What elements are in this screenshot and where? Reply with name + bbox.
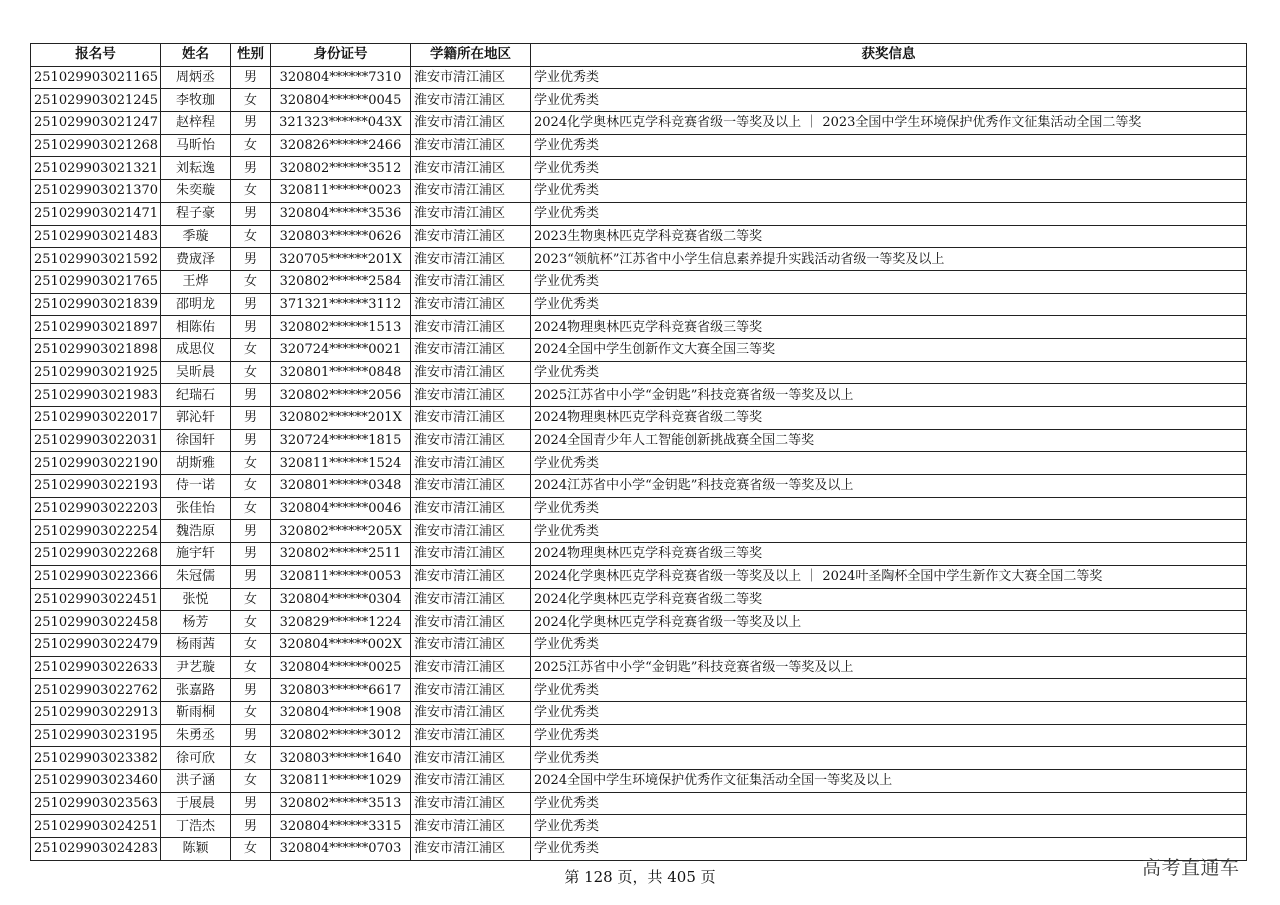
id-card-cell: 320829******1224 — [271, 611, 411, 634]
gender-cell: 女 — [231, 180, 271, 203]
award-cell: 2025江苏省中小学“金钥匙”科技竞赛省级一等奖及以上 — [531, 384, 1247, 407]
id-card-cell: 320724******0021 — [271, 338, 411, 361]
registration-number-cell: 251029903021165 — [31, 66, 161, 89]
name-cell: 吴昕晨 — [161, 361, 231, 384]
award-cell: 学业优秀类 — [531, 270, 1247, 293]
id-card-cell: 320811******1029 — [271, 770, 411, 793]
gender-cell: 女 — [231, 611, 271, 634]
award-cell: 2024物理奥林匹克学科竞赛省级二等奖 — [531, 407, 1247, 430]
name-cell: 杨雨茜 — [161, 633, 231, 656]
award-cell: 学业优秀类 — [531, 361, 1247, 384]
header-name: 姓名 — [161, 44, 231, 67]
registration-number-cell: 251029903022190 — [31, 452, 161, 475]
award-cell: 学业优秀类 — [531, 747, 1247, 770]
award-cell: 学业优秀类 — [531, 792, 1247, 815]
name-cell: 成思仪 — [161, 338, 231, 361]
registration-number-cell: 251029903024251 — [31, 815, 161, 838]
table-row — [31, 770, 1247, 793]
award-cell: 学业优秀类 — [531, 452, 1247, 475]
award-cell: 2024全国青少年人工智能创新挑战赛全国二等奖 — [531, 429, 1247, 452]
registration-number-cell: 251029903022458 — [31, 611, 161, 634]
gender-cell: 男 — [231, 543, 271, 566]
table-row — [31, 747, 1247, 770]
name-cell: 郭沁轩 — [161, 407, 231, 430]
header-registration-number: 报名号 — [31, 44, 161, 67]
region-cell: 淮安市清江浦区 — [411, 316, 531, 339]
award-cell: 2024物理奥林匹克学科竞赛省级三等奖 — [531, 316, 1247, 339]
region-cell: 淮安市清江浦区 — [411, 225, 531, 248]
region-cell: 淮安市清江浦区 — [411, 588, 531, 611]
name-cell: 张佳怡 — [161, 497, 231, 520]
id-card-cell: 320804******0703 — [271, 838, 411, 861]
region-cell: 淮安市清江浦区 — [411, 180, 531, 203]
table-row — [31, 497, 1247, 520]
table-row — [31, 452, 1247, 475]
id-card-cell: 320811******1524 — [271, 452, 411, 475]
name-cell: 李牧珈 — [161, 89, 231, 112]
award-cell: 学业优秀类 — [531, 815, 1247, 838]
registration-number-cell: 251029903021268 — [31, 134, 161, 157]
id-card-cell: 320801******0348 — [271, 475, 411, 498]
registration-number-cell: 251029903021592 — [31, 248, 161, 271]
award-cell: 学业优秀类 — [531, 157, 1247, 180]
name-cell: 邵明龙 — [161, 293, 231, 316]
registration-number-cell: 251029903021483 — [31, 225, 161, 248]
id-card-cell: 320804******002X — [271, 633, 411, 656]
award-cell: 2023生物奥林匹克学科竞赛省级二等奖 — [531, 225, 1247, 248]
region-cell: 淮安市清江浦区 — [411, 361, 531, 384]
id-card-cell: 320804******0304 — [271, 588, 411, 611]
name-cell: 施宇轩 — [161, 543, 231, 566]
gender-cell: 男 — [231, 316, 271, 339]
region-cell: 淮安市清江浦区 — [411, 656, 531, 679]
region-cell: 淮安市清江浦区 — [411, 338, 531, 361]
table-row — [31, 112, 1247, 135]
id-card-cell: 320802******201X — [271, 407, 411, 430]
gender-cell: 男 — [231, 248, 271, 271]
registration-number-cell: 251029903021925 — [31, 361, 161, 384]
name-cell: 朱奕璇 — [161, 180, 231, 203]
gender-cell: 男 — [231, 565, 271, 588]
award-cell: 2024化学奥林匹克学科竞赛省级一等奖及以上 — [531, 611, 1247, 634]
award-cell: 学业优秀类 — [531, 838, 1247, 861]
id-card-cell: 320802******1513 — [271, 316, 411, 339]
region-cell: 淮安市清江浦区 — [411, 248, 531, 271]
gender-cell: 女 — [231, 270, 271, 293]
award-cell: 学业优秀类 — [531, 633, 1247, 656]
gender-cell: 女 — [231, 588, 271, 611]
region-cell: 淮安市清江浦区 — [411, 112, 531, 135]
region-cell: 淮安市清江浦区 — [411, 134, 531, 157]
registration-number-cell: 251029903021983 — [31, 384, 161, 407]
name-cell: 季璇 — [161, 225, 231, 248]
id-card-cell: 320803******0626 — [271, 225, 411, 248]
award-cell: 2024江苏省中小学“金钥匙”科技竞赛省级一等奖及以上 — [531, 475, 1247, 498]
registration-number-cell: 251029903022451 — [31, 588, 161, 611]
registration-number-cell: 251029903022366 — [31, 565, 161, 588]
id-card-cell: 320802******3512 — [271, 157, 411, 180]
region-cell: 淮安市清江浦区 — [411, 565, 531, 588]
gender-cell: 男 — [231, 202, 271, 225]
table-row — [31, 724, 1247, 747]
region-cell: 淮安市清江浦区 — [411, 270, 531, 293]
award-cell: 学业优秀类 — [531, 89, 1247, 112]
id-card-cell: 320804******3536 — [271, 202, 411, 225]
id-card-cell: 320804******1908 — [271, 701, 411, 724]
region-cell: 淮安市清江浦区 — [411, 497, 531, 520]
table-row — [31, 611, 1247, 634]
name-cell: 程子豪 — [161, 202, 231, 225]
region-cell: 淮安市清江浦区 — [411, 475, 531, 498]
gender-cell: 男 — [231, 66, 271, 89]
id-card-cell: 320802******3012 — [271, 724, 411, 747]
award-cell: 2024化学奥林匹克学科竞赛省级一等奖及以上 ｜ 2023全国中学生环境保护优秀作文征集活动全国二等奖 — [531, 112, 1247, 135]
gender-cell: 女 — [231, 134, 271, 157]
registration-number-cell: 251029903021245 — [31, 89, 161, 112]
registration-number-cell: 251029903022193 — [31, 475, 161, 498]
header-region: 学籍所在地区 — [411, 44, 531, 67]
registration-number-cell: 251029903022254 — [31, 520, 161, 543]
award-cell: 2023“领航杯”江苏省中小学生信息素养提升实践活动省级一等奖及以上 — [531, 248, 1247, 271]
region-cell: 淮安市清江浦区 — [411, 202, 531, 225]
gender-cell: 女 — [231, 633, 271, 656]
name-cell: 洪子涵 — [161, 770, 231, 793]
gender-cell: 男 — [231, 112, 271, 135]
region-cell: 淮安市清江浦区 — [411, 679, 531, 702]
registration-number-cell: 251029903022017 — [31, 407, 161, 430]
region-cell: 淮安市清江浦区 — [411, 89, 531, 112]
table-row — [31, 316, 1247, 339]
id-card-cell: 321323******043X — [271, 112, 411, 135]
name-cell: 朱勇丞 — [161, 724, 231, 747]
region-cell: 淮安市清江浦区 — [411, 792, 531, 815]
registration-number-cell: 251029903021898 — [31, 338, 161, 361]
gender-cell: 女 — [231, 452, 271, 475]
name-cell: 马昕怡 — [161, 134, 231, 157]
id-card-cell: 320705******201X — [271, 248, 411, 271]
id-card-cell: 320724******1815 — [271, 429, 411, 452]
name-cell: 徐可欣 — [161, 747, 231, 770]
id-card-cell: 320802******2056 — [271, 384, 411, 407]
award-cell: 学业优秀类 — [531, 679, 1247, 702]
region-cell: 淮安市清江浦区 — [411, 452, 531, 475]
region-cell: 淮安市清江浦区 — [411, 701, 531, 724]
region-cell: 淮安市清江浦区 — [411, 838, 531, 861]
table-row — [31, 407, 1247, 430]
registration-number-cell: 251029903021765 — [31, 270, 161, 293]
table-row — [31, 384, 1247, 407]
gender-cell: 女 — [231, 89, 271, 112]
name-cell: 陈颖 — [161, 838, 231, 861]
gender-cell: 女 — [231, 701, 271, 724]
table-row — [31, 633, 1247, 656]
registration-number-cell: 251029903023563 — [31, 792, 161, 815]
table-row — [31, 338, 1247, 361]
award-cell: 学业优秀类 — [531, 293, 1247, 316]
gender-cell: 女 — [231, 361, 271, 384]
region-cell: 淮安市清江浦区 — [411, 520, 531, 543]
name-cell: 侍一诺 — [161, 475, 231, 498]
id-card-cell: 320804******0046 — [271, 497, 411, 520]
name-cell: 徐国轩 — [161, 429, 231, 452]
region-cell: 淮安市清江浦区 — [411, 770, 531, 793]
registration-number-cell: 251029903023460 — [31, 770, 161, 793]
award-cell: 学业优秀类 — [531, 180, 1247, 203]
name-cell: 杨芳 — [161, 611, 231, 634]
name-cell: 张嘉路 — [161, 679, 231, 702]
id-card-cell: 320811******0023 — [271, 180, 411, 203]
name-cell: 刘耘逸 — [161, 157, 231, 180]
table-row — [31, 475, 1247, 498]
gender-cell: 男 — [231, 407, 271, 430]
table-row — [31, 679, 1247, 702]
award-cell: 2025江苏省中小学“金钥匙”科技竞赛省级一等奖及以上 — [531, 656, 1247, 679]
gender-cell: 女 — [231, 497, 271, 520]
table-row — [31, 293, 1247, 316]
table-row — [31, 180, 1247, 203]
award-cell: 学业优秀类 — [531, 724, 1247, 747]
region-cell: 淮安市清江浦区 — [411, 429, 531, 452]
gender-cell: 男 — [231, 157, 271, 180]
gender-cell: 男 — [231, 792, 271, 815]
name-cell: 于展晨 — [161, 792, 231, 815]
registration-number-cell: 251029903021370 — [31, 180, 161, 203]
id-card-cell: 320802******3513 — [271, 792, 411, 815]
gender-cell: 女 — [231, 475, 271, 498]
name-cell: 靳雨桐 — [161, 701, 231, 724]
id-card-cell: 320811******0053 — [271, 565, 411, 588]
region-cell: 淮安市清江浦区 — [411, 293, 531, 316]
award-cell: 学业优秀类 — [531, 202, 1247, 225]
header-gender: 性别 — [231, 44, 271, 67]
table-header — [31, 44, 1247, 67]
table-row — [31, 429, 1247, 452]
award-cell: 学业优秀类 — [531, 520, 1247, 543]
registration-number-cell: 251029903021897 — [31, 316, 161, 339]
gender-cell: 男 — [231, 384, 271, 407]
name-cell: 尹艺璇 — [161, 656, 231, 679]
table-row — [31, 701, 1247, 724]
registration-number-cell: 251029903024283 — [31, 838, 161, 861]
name-cell: 丁浩杰 — [161, 815, 231, 838]
header-id-card: 身份证号 — [271, 44, 411, 67]
table-row — [31, 588, 1247, 611]
award-cell: 2024化学奥林匹克学科竞赛省级一等奖及以上 ｜ 2024叶圣陶杯全国中学生新作文大赛全国二等奖 — [531, 565, 1247, 588]
id-card-cell: 320804******7310 — [271, 66, 411, 89]
table-row — [31, 270, 1247, 293]
award-cell: 2024全国中学生环境保护优秀作文征集活动全国一等奖及以上 — [531, 770, 1247, 793]
gender-cell: 男 — [231, 679, 271, 702]
region-cell: 淮安市清江浦区 — [411, 543, 531, 566]
table-row — [31, 520, 1247, 543]
table-row — [31, 792, 1247, 815]
registration-number-cell: 251029903022479 — [31, 633, 161, 656]
id-card-cell: 320804******0025 — [271, 656, 411, 679]
name-cell: 王烨 — [161, 270, 231, 293]
header-row — [31, 44, 1247, 67]
id-card-cell: 320802******2511 — [271, 543, 411, 566]
table-row — [31, 89, 1247, 112]
gender-cell: 男 — [231, 815, 271, 838]
watermark-text: 高考直通车 — [1142, 857, 1240, 879]
name-cell: 费宬泽 — [161, 248, 231, 271]
name-cell: 胡斯雅 — [161, 452, 231, 475]
table-row — [31, 225, 1247, 248]
name-cell: 张悦 — [161, 588, 231, 611]
award-cell: 学业优秀类 — [531, 497, 1247, 520]
name-cell: 朱冠儒 — [161, 565, 231, 588]
gender-cell: 女 — [231, 656, 271, 679]
header-award: 获奖信息 — [531, 44, 1247, 67]
id-card-cell: 320801******0848 — [271, 361, 411, 384]
region-cell: 淮安市清江浦区 — [411, 157, 531, 180]
table-row — [31, 815, 1247, 838]
region-cell: 淮安市清江浦区 — [411, 66, 531, 89]
id-card-cell: 371321******3112 — [271, 293, 411, 316]
name-cell: 魏浩原 — [161, 520, 231, 543]
registration-number-cell: 251029903022031 — [31, 429, 161, 452]
region-cell: 淮安市清江浦区 — [411, 384, 531, 407]
table-row — [31, 248, 1247, 271]
award-cell: 2024全国中学生创新作文大赛全国三等奖 — [531, 338, 1247, 361]
page-number: 第 128 页，共 405 页 — [564, 868, 716, 886]
roster-table — [30, 43, 1247, 861]
registration-number-cell: 251029903023382 — [31, 747, 161, 770]
table-row — [31, 134, 1247, 157]
table-row — [31, 565, 1247, 588]
award-cell: 2024化学奥林匹克学科竞赛省级二等奖 — [531, 588, 1247, 611]
id-card-cell: 320826******2466 — [271, 134, 411, 157]
id-card-cell: 320802******2584 — [271, 270, 411, 293]
gender-cell: 女 — [231, 770, 271, 793]
table-row — [31, 202, 1247, 225]
registration-number-cell: 251029903022203 — [31, 497, 161, 520]
registration-number-cell: 251029903022633 — [31, 656, 161, 679]
name-cell: 纪瑞石 — [161, 384, 231, 407]
region-cell: 淮安市清江浦区 — [411, 747, 531, 770]
table-body — [31, 66, 1247, 860]
gender-cell: 女 — [231, 225, 271, 248]
table-row — [31, 361, 1247, 384]
gender-cell: 男 — [231, 520, 271, 543]
region-cell: 淮安市清江浦区 — [411, 407, 531, 430]
registration-number-cell: 251029903021839 — [31, 293, 161, 316]
region-cell: 淮安市清江浦区 — [411, 611, 531, 634]
gender-cell: 女 — [231, 747, 271, 770]
table-row — [31, 157, 1247, 180]
registration-number-cell: 251029903022913 — [31, 701, 161, 724]
id-card-cell: 320802******205X — [271, 520, 411, 543]
table-row — [31, 543, 1247, 566]
table-row — [31, 66, 1247, 89]
table-row — [31, 656, 1247, 679]
id-card-cell: 320803******1640 — [271, 747, 411, 770]
registration-number-cell: 251029903021321 — [31, 157, 161, 180]
award-cell: 学业优秀类 — [531, 66, 1247, 89]
registration-number-cell: 251029903022268 — [31, 543, 161, 566]
registration-number-cell: 251029903022762 — [31, 679, 161, 702]
registration-number-cell: 251029903021471 — [31, 202, 161, 225]
gender-cell: 男 — [231, 293, 271, 316]
region-cell: 淮安市清江浦区 — [411, 815, 531, 838]
id-card-cell: 320804******3315 — [271, 815, 411, 838]
award-cell: 学业优秀类 — [531, 701, 1247, 724]
award-cell: 学业优秀类 — [531, 134, 1247, 157]
gender-cell: 男 — [231, 429, 271, 452]
registration-number-cell: 251029903021247 — [31, 112, 161, 135]
award-cell: 2024物理奥林匹克学科竞赛省级三等奖 — [531, 543, 1247, 566]
id-card-cell: 320804******0045 — [271, 89, 411, 112]
name-cell: 相陈佑 — [161, 316, 231, 339]
name-cell: 周炳丞 — [161, 66, 231, 89]
gender-cell: 男 — [231, 724, 271, 747]
id-card-cell: 320803******6617 — [271, 679, 411, 702]
region-cell: 淮安市清江浦区 — [411, 633, 531, 656]
name-cell: 赵梓程 — [161, 112, 231, 135]
registration-number-cell: 251029903023195 — [31, 724, 161, 747]
table-row — [31, 838, 1247, 861]
gender-cell: 女 — [231, 838, 271, 861]
gender-cell: 女 — [231, 338, 271, 361]
region-cell: 淮安市清江浦区 — [411, 724, 531, 747]
